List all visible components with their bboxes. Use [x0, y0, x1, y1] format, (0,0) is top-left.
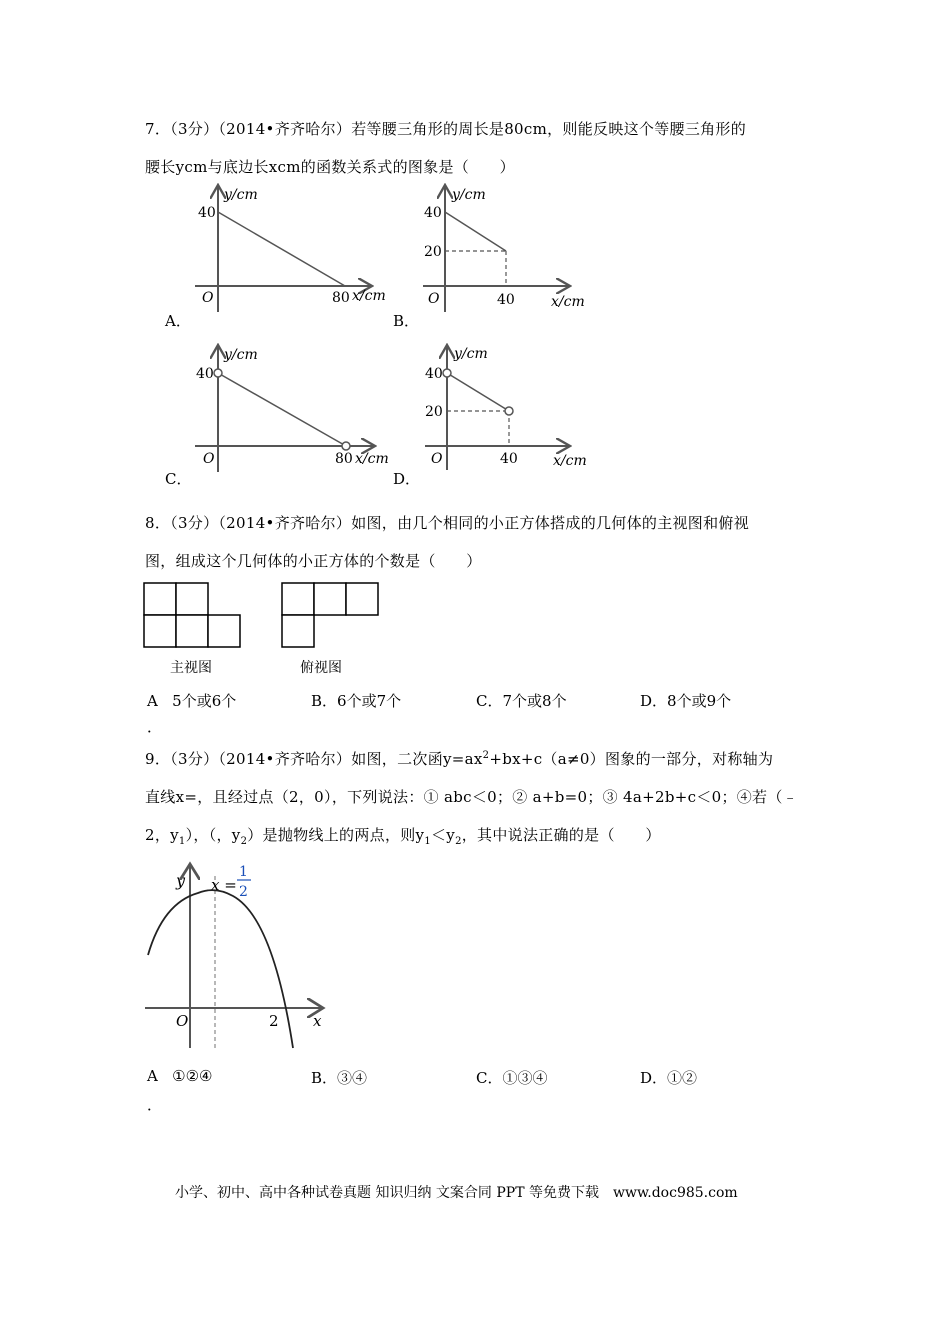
q7d-origin: O: [431, 451, 443, 467]
q7a-ytick: 40: [198, 205, 216, 221]
q7-option-a-letter[interactable]: A．: [165, 312, 191, 330]
q9-root: 2: [269, 1012, 279, 1030]
q7-option-b-letter[interactable]: B．: [393, 312, 420, 330]
q9-option-b-letter: B．: [311, 1069, 338, 1087]
q9-option-c-text: ①③④: [502, 1069, 548, 1087]
q7-option-d-letter[interactable]: D．: [393, 470, 421, 488]
q9-line3-d: ＜y: [431, 826, 456, 844]
q9-stem-line2: 直线x=，且经过点（2，0），下列说法：① abc＜0；② a+b=0；③ 4a+2b+c＜0；④若（﹣: [145, 788, 798, 806]
q9-parabola-graph: [143, 858, 343, 1050]
q8-front-view-label: 主视图: [170, 660, 212, 676]
q7c-x-label: x/cm: [355, 451, 389, 467]
page-footer: 小学、初中、高中各种试卷真题 知识归纳 文案合同 PPT 等免费下载 www.doc985.com: [175, 1185, 738, 1201]
q9-axis-num: 1: [239, 864, 248, 880]
q8-option-b-text: 6个或7个: [337, 692, 402, 710]
q9-line3-sub2: 2: [240, 836, 248, 847]
q9-origin: O: [176, 1012, 189, 1030]
q7a-xtick: 80: [332, 290, 350, 306]
q8-option-c-letter: C．: [476, 692, 503, 710]
q9-option-a-text: ①②④: [172, 1067, 213, 1085]
q8-stem-line1: 8．（3分）（2014•齐齐哈尔）如图，由几个相同的小正方体搭成的几何体的主视图和俯视: [145, 514, 750, 532]
q8-front-view: [143, 582, 243, 650]
q9-line1-sup: 2: [482, 750, 490, 761]
q9-line3-sub3: 1: [424, 836, 431, 847]
q7b-ytick-top: 40: [424, 205, 442, 221]
q7d-ytick-mid: 20: [425, 404, 443, 420]
q8-stem-line2: 图，组成这个几何体的小正方体的个数是（ ）: [145, 552, 482, 570]
q7-graph-c: [190, 342, 400, 472]
q7d-y-label: y/cm: [454, 346, 488, 362]
q9-x-label: x: [313, 1012, 322, 1030]
q9-axis-eq: x =: [211, 876, 237, 894]
q8-option-d[interactable]: [640, 690, 731, 711]
q9-line1-part-a: 9．（3分）（2014•齐齐哈尔）如图，二次函y=ax: [145, 750, 483, 768]
q8-option-d-letter: D．: [640, 692, 668, 710]
q9-line3-a: 2，y: [145, 826, 179, 844]
q7b-x-label: x/cm: [551, 294, 585, 310]
q7a-origin: O: [202, 290, 214, 306]
q7d-x-label: x/cm: [553, 453, 587, 469]
q7b-origin: O: [428, 291, 440, 307]
q9-option-c-letter: C．: [476, 1069, 503, 1087]
q7-stem-line1: 7．（3分）（2014•齐齐哈尔）若等腰三角形的周长是80cm，则能反映这个等腰三角形的: [145, 120, 747, 138]
q9-stem-line1: [145, 748, 773, 769]
q8-trailing-dot: ．: [147, 718, 163, 736]
q7-option-c-letter[interactable]: C．: [165, 470, 192, 488]
q9-option-a-letter: A: [147, 1067, 158, 1085]
q7a-x-label: x/cm: [352, 288, 386, 304]
q9-trailing-dot: ．: [147, 1096, 163, 1114]
q8-option-b[interactable]: [311, 690, 401, 711]
q7d-ytick-top: 40: [425, 366, 443, 382]
q7-graph-a: [190, 182, 400, 312]
q7c-origin: O: [203, 451, 215, 467]
q8-option-c-text: 7个或8个: [502, 692, 567, 710]
q9-line1-part-b: +bx+c（a≠0）图象的一部分，对称轴为: [489, 750, 774, 768]
q8-option-b-letter: B．: [311, 692, 338, 710]
q8-option-a-letter: A: [147, 692, 158, 710]
q7a-y-label: y/cm: [224, 187, 258, 203]
q9-line3-e: ，其中说法正确的是（ ）: [461, 826, 661, 844]
q9-option-d-text: ①②: [667, 1069, 698, 1087]
q7c-y-label: y/cm: [224, 347, 258, 363]
q9-line3-sub4: 2: [455, 836, 462, 847]
q8-option-d-text: 8个或9个: [667, 692, 732, 710]
q7b-ytick-mid: 20: [424, 244, 442, 260]
q8-option-a-text: 5个或6个: [172, 692, 237, 710]
q9-line3-sub1: 1: [178, 836, 186, 847]
q9-axis-den: 2: [239, 884, 248, 900]
q8-option-c[interactable]: [476, 690, 567, 711]
q9-y-label: y: [176, 871, 186, 890]
q7b-xtick: 40: [497, 292, 515, 308]
q8-option-a[interactable]: [147, 690, 236, 711]
q9-option-a[interactable]: [147, 1067, 213, 1085]
q9-option-d-letter: D．: [640, 1069, 668, 1087]
q7-graph-b: [418, 182, 598, 312]
q7-stem-line2: 腰长ycm与底边长xcm的函数关系式的图象是（ ）: [145, 158, 515, 176]
q7d-xtick: 40: [500, 451, 518, 467]
q8-top-view: [281, 582, 381, 650]
q9-option-b[interactable]: [311, 1067, 367, 1088]
q9-option-b-text: ③④: [337, 1069, 368, 1087]
q9-option-c[interactable]: [476, 1067, 548, 1088]
q7c-xtick: 80: [335, 451, 353, 467]
q9-option-d[interactable]: [640, 1067, 697, 1088]
q9-stem-line3: [145, 824, 661, 847]
q9-line3-b: ），（，y: [185, 826, 241, 844]
q7b-y-label: y/cm: [452, 187, 486, 203]
q9-line3-c: ）是抛物线上的两点，则y: [247, 826, 425, 844]
q7-graph-d: [420, 342, 600, 472]
q8-top-view-label: 俯视图: [300, 660, 342, 676]
q7c-ytick: 40: [196, 366, 214, 382]
